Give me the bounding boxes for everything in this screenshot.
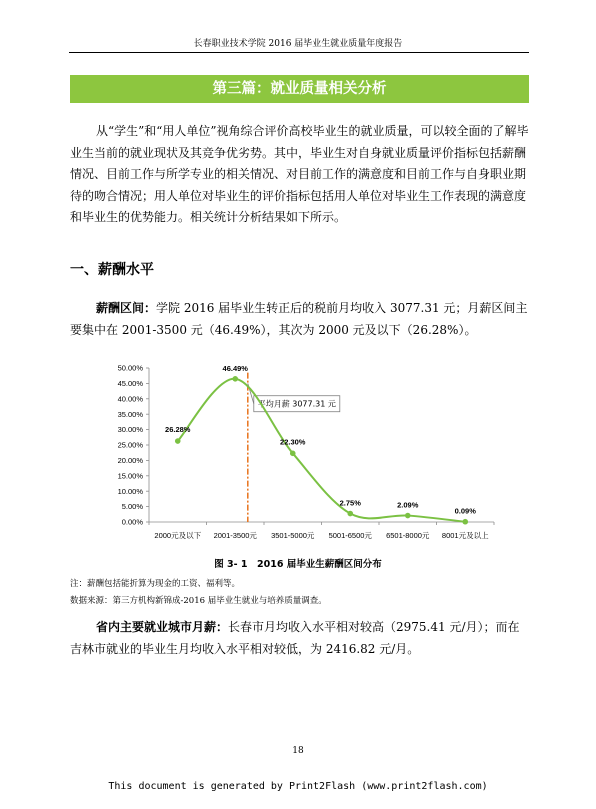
- y-tick-label: 25.00%: [117, 440, 143, 450]
- average-salary-label: 平均月薪 3077.31 元: [257, 399, 336, 409]
- data-point: [347, 511, 353, 517]
- data-label: 0.09%: [454, 506, 476, 516]
- y-tick-label: 20.00%: [117, 456, 143, 465]
- section-heading: 一、薪酬水平: [70, 262, 154, 278]
- data-point: [175, 438, 181, 444]
- intro-paragraph: 从“学生”和“用人单位”视角综合评价高校毕业生的就业质量，可以较全面的了解毕业生当前的就业现状及其竞争优劣势。其中，毕业生对自身就业质量评价指标包括薪酬情况、目前工作与所学专业的相关情况、对目前工作的满意度和目前工作与自身职业期待的吻合情况；用人单位对毕业生的评价指标包括用人单位对毕业生工作表现的满意度和毕业生的优势能力。相关统计分析结果如下所示。: [70, 124, 529, 224]
- city-salary-text: 长春市月均收入水平相对较高（2975.41 元/月）；而在吉林市就业的毕业生月均收入水平相对较低，为 2416.82 元/月。: [70, 620, 520, 656]
- page-number: 18: [292, 746, 304, 756]
- page-header: 长春职业技术学院 2016 届毕业生就业质量年度报告: [193, 39, 403, 49]
- data-point: [462, 519, 468, 525]
- y-tick-label: 45.00%: [117, 379, 143, 388]
- data-source-note: 数据来源：第三方机构新锦成-2016 届毕业生就业与培养质量调查。: [70, 596, 327, 606]
- salary-paragraph: [70, 298, 530, 341]
- footer-watermark: This document is generated by Print2Flash (www.print2flash.com): [108, 781, 488, 792]
- y-tick-label: 40.00%: [117, 394, 143, 404]
- salary-lead-text: 学院 2016 届毕业生转正后的税前月均收入 3077.31 元；月薪区间主要集中在 2001-3500 元（46.49%），其次为 2000 元及以下（26.28%）。: [70, 301, 528, 337]
- data-label: 26.28%: [165, 425, 191, 435]
- x-tick-label: 2001-3500元: [213, 531, 257, 540]
- x-tick-label: 3501-5000元: [271, 531, 315, 540]
- data-label: 2.75%: [339, 498, 361, 508]
- data-label: 2.09%: [397, 500, 419, 510]
- y-tick-label: 5.00%: [121, 502, 143, 512]
- y-tick-label: 15.00%: [117, 471, 143, 481]
- data-label: 22.30%: [280, 437, 306, 447]
- salary-lead-label: 薪酬区间：: [96, 301, 157, 315]
- x-tick-label: 5001-6500元: [328, 531, 372, 540]
- salary-chart: [102, 352, 496, 552]
- figure-note: 注：薪酬包括能折算为现金的工资、福利等。: [70, 579, 241, 589]
- y-tick-label: 0.00%: [121, 517, 143, 527]
- data-point: [232, 376, 238, 382]
- section-banner: 第三篇：就业质量相关分析: [70, 75, 529, 103]
- y-tick-label: 30.00%: [117, 425, 143, 435]
- data-point: [290, 451, 296, 457]
- data-point: [405, 513, 411, 519]
- salary-line-chart: [102, 352, 496, 552]
- y-tick-label: 10.00%: [117, 486, 143, 496]
- city-salary-label: 省内主要就业城市月薪：: [96, 620, 229, 634]
- city-salary-paragraph: [70, 617, 530, 660]
- x-tick-label: 2000元及以下: [154, 531, 202, 540]
- y-tick-label: 50.00%: [117, 363, 143, 373]
- y-tick-label: 35.00%: [117, 409, 143, 419]
- x-tick-label: 8001元及以上: [441, 531, 489, 540]
- figure-caption: 图 3- 1 2016 届毕业生薪酬区间分布: [214, 559, 382, 570]
- data-label: 46.49%: [222, 363, 248, 373]
- header-rule: [69, 52, 529, 53]
- x-tick-label: 6501-8000元: [386, 531, 430, 540]
